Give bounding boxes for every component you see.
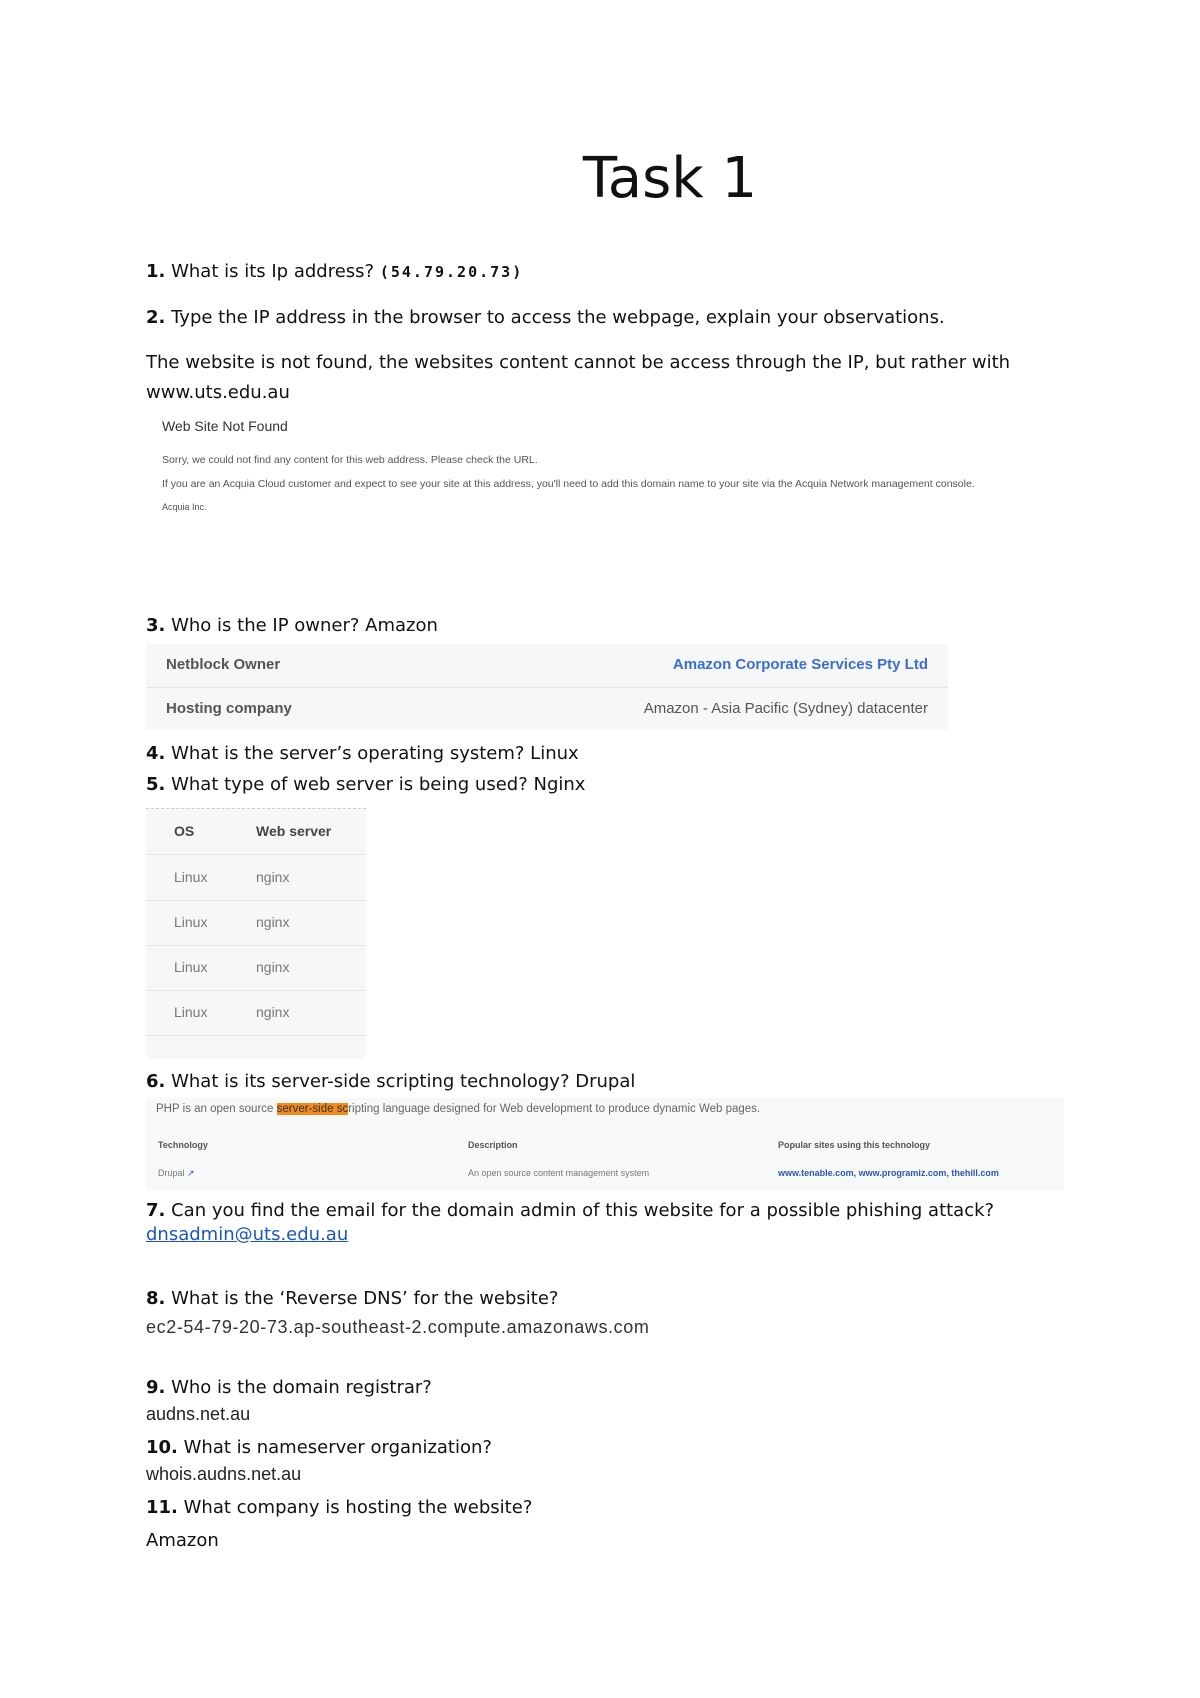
page-title: Task 1: [582, 146, 758, 211]
question-9: 9. Who is the domain registrar?: [146, 1377, 432, 1398]
admin-email-link[interactable]: dnsadmin@uts.edu.au: [146, 1224, 349, 1245]
table-row: Linux nginx: [146, 900, 366, 946]
question-7: 7. Can you find the email for the domain admin of this website for a possible phishing attack?: [146, 1200, 995, 1221]
technology-link[interactable]: Drupal ↗: [158, 1168, 195, 1178]
question-2: 2. Type the IP address in the browser to access the webpage, explain your observations.: [146, 307, 945, 328]
question-8: 8. What is the ‘Reverse DNS’ for the website?: [146, 1288, 559, 1309]
table-header: OS Web server: [146, 809, 366, 855]
answer-2-line1: The website is not found, the websites content cannot be access through the IP, but rather with: [146, 352, 1011, 373]
site-not-found-heading: Web Site Not Found: [162, 418, 288, 434]
php-technology-screenshot: PHP is an open source server-side scripting language designed for Web development to produce dynamic Web pages. Technology Description Popular sites using this technology Drupal ↗ An open source content management system www.tenable.com, www.programiz.com, thehill.com: [146, 1098, 1064, 1190]
question-11: 11. What company is hosting the website?: [146, 1497, 533, 1518]
question-3: 3. Who is the IP owner? Amazon: [146, 615, 438, 636]
question-5: 5. What type of web server is being used? Nginx: [146, 774, 586, 795]
site-not-found-screenshot: [162, 418, 1142, 512]
php-intro: PHP is an open source server-side scripting language designed for Web development to produce dynamic Web pages.: [156, 1103, 761, 1115]
question-6: 6. What is its server-side scripting technology? Drupal: [146, 1071, 636, 1092]
ip-answer: (54.79.20.73): [379, 263, 524, 281]
netblock-table: [146, 644, 948, 730]
registrar-answer: audns.net.au: [146, 1404, 251, 1424]
site-not-found-footer: Acquia Inc.: [162, 502, 207, 512]
highlighted-text: server-side sc: [276, 1103, 349, 1115]
question-10: 10. What is nameserver organization?: [146, 1437, 492, 1458]
nameserver-answer: whois.audns.net.au: [146, 1464, 302, 1484]
answer-2-line2: www.uts.edu.au: [146, 382, 290, 403]
question-4: 4. What is the server’s operating system? Linux: [146, 743, 579, 764]
netblock-owner-link[interactable]: Amazon Corporate Services Pty Ltd: [672, 656, 928, 673]
table-row: Linux nginx: [146, 945, 366, 991]
reverse-dns-answer: ec2-54-79-20-73.ap-southeast-2.compute.amazonaws.com: [146, 1317, 650, 1337]
table-row: Linux nginx: [146, 855, 366, 901]
external-link-icon: ↗: [187, 1168, 195, 1178]
site-not-found-line: Sorry, we could not find any content for this web address. Please check the URL.: [162, 454, 538, 466]
site-not-found-line: If you are an Acquia Cloud customer and expect to see your site at this address, you'll need to add this domain name to your site via the Acquia Network management console.: [162, 478, 975, 490]
popular-sites-links[interactable]: www.tenable.com, www.programiz.com, thehill.com: [778, 1168, 999, 1178]
table-row: Hosting company Amazon - Asia Pacific (Sydney) datacenter: [146, 687, 948, 731]
table-row: Linux nginx: [146, 990, 366, 1036]
table-row: Netblock Owner Amazon Corporate Services Pty Ltd: [166, 656, 928, 673]
os-webserver-table: [146, 808, 366, 1059]
question-1: 1. What is its Ip address? (54.79.20.73): [146, 261, 524, 282]
hosting-answer: Amazon: [146, 1530, 219, 1551]
